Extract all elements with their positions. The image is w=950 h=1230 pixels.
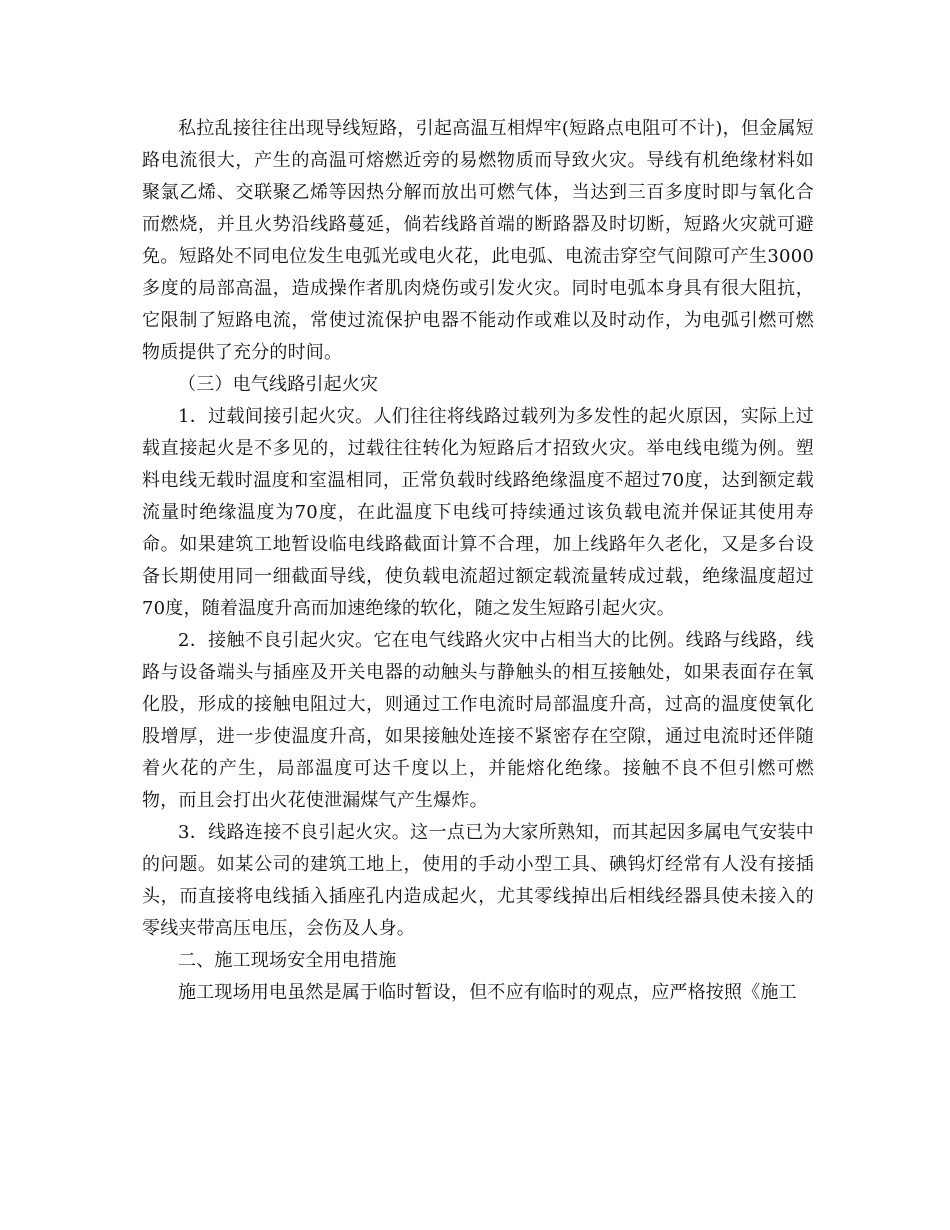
paragraph-poor-connection: 3．线路连接不良引起火灾。这一点已为大家所熟知，而其起因多属电气安装中的问题。如某公司的建筑工地上，使用的手动小型工具、碘钨灯经常有人没有接插头，而直接将电线插入插座孔内造成起火，尤其零线掉出后相线经器具使未接入的零线夹带高压电压，会伤及人身。 <box>142 822 814 939</box>
paragraph-poor-contact: 2．接触不良引起火灾。它在电气线路火灾中占相当大的比例。线路与线路，线路与设备端头与插座及开关电器的动触头与静触头的相互接触处，如果表面存在氧化股，形成的接触电阻过大，则通过工作电流时局部温度升高，过高的温度使氧化股增厚，进一步使温度升高，如果接触处连接不紧密存在空隙，通过电流时还伴随着火花的产生，局部温度可达千度以上，并能熔化绝缘。接触不良不但引燃可燃物，而且会打出火花使泄漏煤气产生爆炸。 <box>142 630 814 811</box>
document-page <box>142 113 814 1009</box>
section-heading-safety-measures: 二、施工现场安全用电措施 <box>178 950 397 971</box>
section-heading-electrical-lines: （三）电气线路引起火灾 <box>178 374 379 395</box>
paragraph-short-circuit: 私拉乱接往往出现导线短路，引起高温互相焊牢(短路点电阻可不计)，但金属短路电流很大，产生的高温可熔燃近旁的易燃物质而导致火灾。导线有机绝缘材料如聚氯乙烯、交联聚乙烯等因热分解而放出可燃气体，当达到三百多度时即与氧化合而燃烧，并且火势沿线路蔓延，倘若线路首端的断路器及时切断，短路火灾就可避免。短路处不同电位发生电弧光或电火花，此电弧、电流击穿空气间隙可产生3000多度的局部高温，造成操作者肌肉烧伤或引发火灾。同时电弧本身具有很大阻抗，它限制了短路电流，常使过流保护电器不能动作或难以及时动作，为电弧引燃可燃物质提供了充分的时间。 <box>142 118 814 363</box>
paragraph-site-power: 施工现场用电虽然是属于临时暂设，但不应有临时的观点，应严格按照《施工 <box>178 982 797 1003</box>
paragraph-overload: 1．过载间接引起火灾。人们往往将线路过载列为多发性的起火原因，实际上过载直接起火是不多见的，过载往往转化为短路后才招致火灾。举电线电缆为例。塑料电线无载时温度和室温相同，正常负载时线路绝缘温度不超过70度，达到额定载流量时绝缘温度为70度，在此温度下电线可持续通过该负载电流并保证其使用寿命。如果建筑工地暂设临电线路截面计算不合理，加上线路年久老化，又是多台设备长期使用同一细截面导线，使负载电流超过额定载流量转成过载，绝缘温度超过70度，随着温度升高而加速绝缘的软化，随之发生短路引起火灾。 <box>142 406 814 619</box>
